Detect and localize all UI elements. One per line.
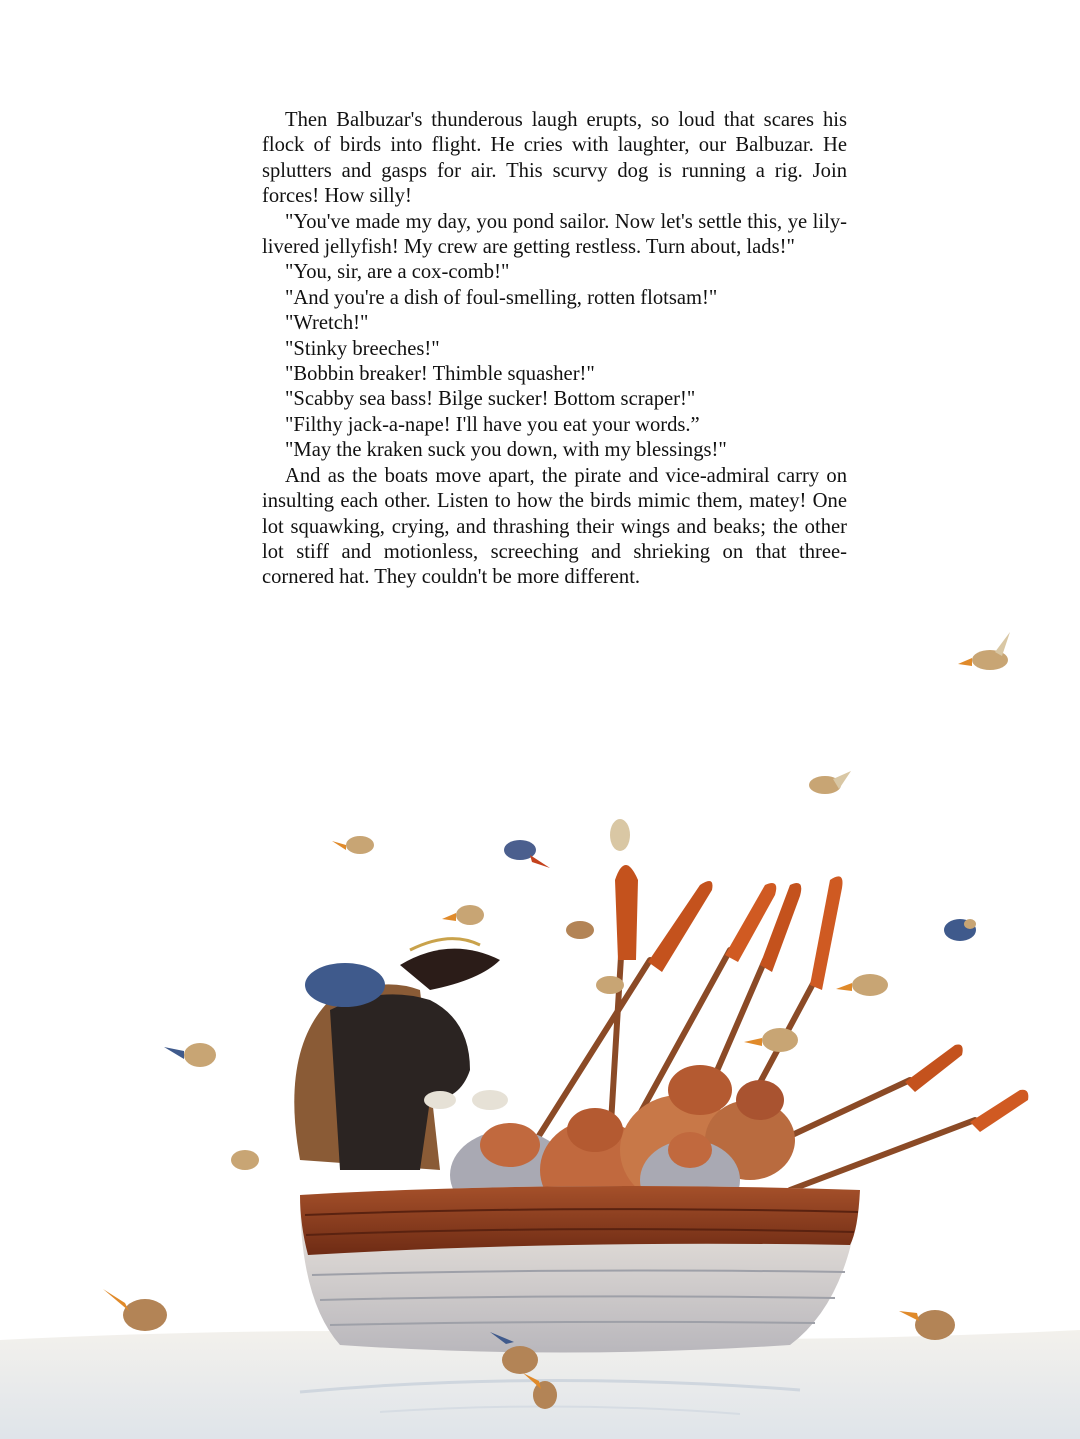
paragraph-pond-sailor: "You've made my day, you pond sailor. Now let's settle this, ye lily-livered jellyfish! My crew are getting restless. Turn about, lads!"	[262, 210, 847, 259]
bird	[610, 819, 630, 851]
bird	[566, 921, 594, 939]
rowboat-illustration	[0, 620, 1080, 1439]
paragraph-cox-comb: "You, sir, are a cox-comb!"	[285, 261, 510, 284]
paragraph-boats-apart: And as the boats move apart, the pirate and vice-admiral carry on insulting each other. Listen to how the birds mimic them, matey! One lot squawking, crying, and thrashing their wings and beaks; the other lot stiff and motionless, screeching and shrieking on that three-cornered hat. They couldn't be more different.	[262, 464, 847, 589]
bird	[809, 771, 851, 794]
paragraph-stinky-breeches: "Stinky breeches!"	[285, 337, 440, 360]
bird	[958, 632, 1010, 670]
bird	[231, 1150, 259, 1170]
paragraph-jack-a-nape: "Filthy jack-a-nape! I'll have you eat your words.”	[285, 413, 700, 436]
bird	[332, 836, 374, 854]
paragraph-bobbin-breaker: "Bobbin breaker! Thimble squasher!"	[285, 363, 595, 386]
bird	[442, 905, 484, 925]
bird	[504, 840, 550, 868]
bird	[103, 1289, 167, 1331]
paragraph-kraken: "May the kraken suck you down, with my blessings!"	[285, 439, 727, 462]
paragraph-scabby-sea-bass: "Scabby sea bass! Bilge sucker! Bottom scraper!"	[285, 388, 696, 411]
bird	[164, 1043, 216, 1067]
bird	[744, 1028, 798, 1052]
paragraph-wretch: "Wretch!"	[285, 312, 369, 335]
bird	[596, 976, 624, 994]
captain	[294, 939, 508, 1170]
story-text	[262, 108, 847, 591]
paragraph-laugh: Then Balbuzar's thunderous laugh erupts, so loud that scares his flock of birds into flight. He cries with laughter, our Balbuzar. He splutters and gasps for air. This scurvy dog is running a rig. Join forces! How silly!	[262, 109, 847, 208]
bird	[944, 919, 976, 941]
bird	[836, 974, 888, 996]
rowboat	[300, 1186, 860, 1353]
bird	[899, 1310, 955, 1340]
paragraph-flotsam: "And you're a dish of foul-smelling, rotten flotsam!"	[285, 286, 718, 309]
